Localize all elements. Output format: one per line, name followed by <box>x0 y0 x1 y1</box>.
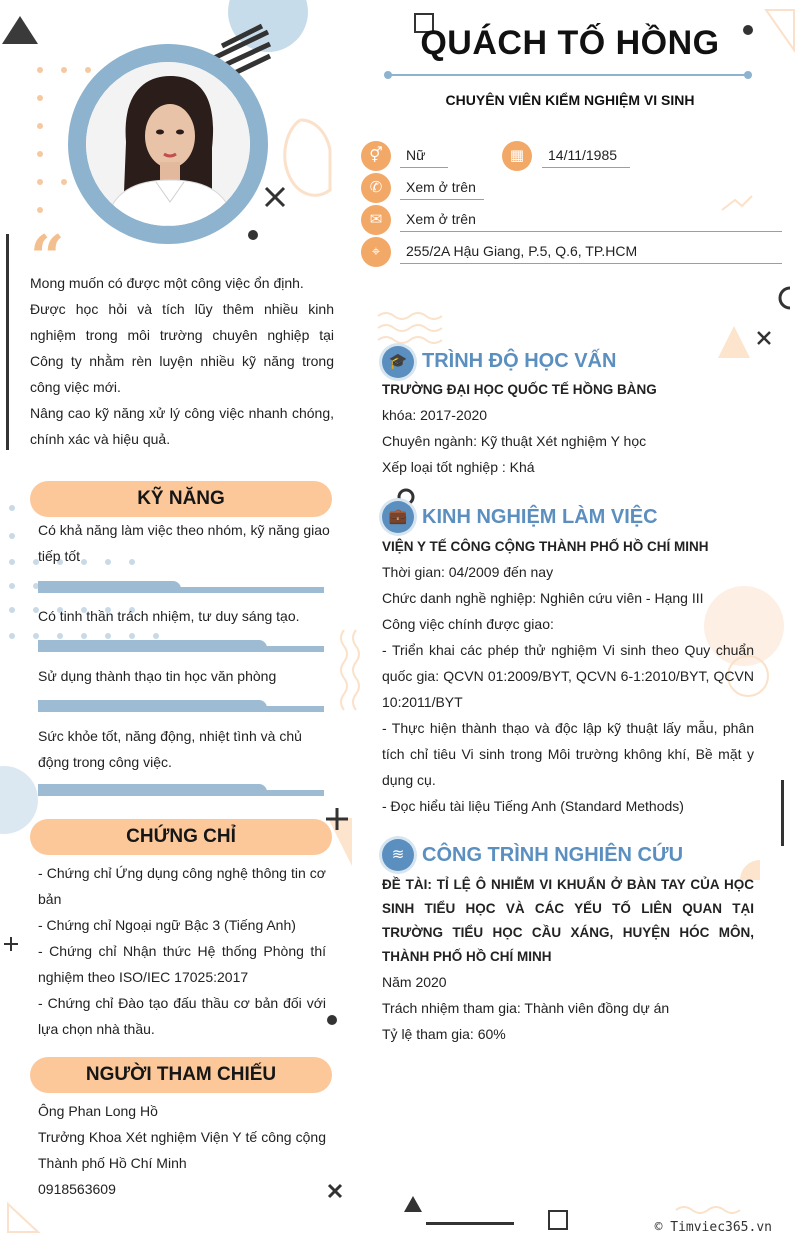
skill-item: Có tinh thần trách nhiệm, tư duy sáng tạo. <box>38 608 300 624</box>
skill-item: Sử dụng thành thạo tin học văn phòng <box>38 668 277 684</box>
location-icon: ⌖ <box>361 237 391 267</box>
skill-bar-fill <box>38 581 181 593</box>
skills-heading: KỸ NĂNG <box>30 481 332 517</box>
list-item: - Chứng chỉ Ứng dụng công nghệ thông tin cơ bản <box>38 865 326 907</box>
references-heading: NGƯỜI THAM CHIẾU <box>30 1057 332 1093</box>
research-section <box>382 873 754 1047</box>
research-topic: ĐỀ TÀI: TỈ LỆ Ô NHIỄM VI KHUẨN Ở BÀN TAY CỦA HỌC SINH TIỂU HỌC VÀ CÁC YẾU TỐ LIÊN QUAN TẠI TRƯỜNG TIỂU HỌC CẦU XÁNG, HUYỆN HÓC MÔN, THÀNH PHỐ HỒ CHÍ MINH <box>382 877 754 964</box>
calendar-icon: ▦ <box>502 141 532 171</box>
objective-line: Nâng cao kỹ năng xử lý công việc nhanh chóng, chính xác và hiệu quả. <box>30 405 334 447</box>
list-item: Ông Phan Long Hồ <box>38 1103 158 1119</box>
skill-bar <box>38 646 324 652</box>
phone-icon: ✆ <box>361 173 391 203</box>
graduation-cap-icon: 🎓 <box>382 346 414 378</box>
education-heading: TRÌNH ĐỘ HỌC VẤN <box>422 350 617 372</box>
name-divider <box>386 74 750 76</box>
certificates-list <box>38 860 326 1042</box>
address-field: 255/2A Hậu Giang, P.5, Q.6, TP.HCM <box>400 241 782 264</box>
skill-bar-fill <box>38 640 267 652</box>
skill-bar <box>38 706 324 712</box>
experience-line: - Thực hiện thành thạo và độc lập kỹ thuật lấy mẫu, phân tích chỉ tiêu Vi sinh trong Môi trường không khí, Bề mặt y dụng cụ. <box>382 720 754 788</box>
candidate-name: QUÁCH TỐ HỒNG <box>420 24 720 62</box>
experience-line: Chức danh nghề nghiệp: Nghiên cứu viên - Hạng III <box>382 590 704 606</box>
skill-bar <box>38 790 324 796</box>
list-item: 0918563609 <box>38 1181 116 1197</box>
skill-bar <box>38 587 324 593</box>
experience-line: Công việc chính được giao: <box>382 616 554 632</box>
quote-icon: “ <box>30 223 65 293</box>
research-line: Năm 2020 <box>382 974 447 990</box>
footer-credit: © Timviec365.vn <box>654 1220 772 1235</box>
list-item: - Chứng chỉ Nhận thức Hệ thống Phòng thí nghiệm theo ISO/IEC 17025:2017 <box>38 943 326 985</box>
grade: Xếp loại tốt nghiệp : Khá <box>382 459 535 475</box>
career-objective <box>30 270 334 452</box>
experience-line: - Triển khai các phép thử nghiệm Vi sinh theo Quy chuẩn quốc gia: QCVN 01:2009/BYT, QCVN 6-1:2010/BYT, QCVN 10:2011/BYT <box>382 642 754 710</box>
job-position: CHUYÊN VIÊN KIỂM NGHIỆM VI SINH <box>445 92 695 108</box>
list-item: - Chứng chỉ Đào tạo đấu thầu cơ bản đối với lựa chọn nhà thầu. <box>38 995 326 1037</box>
experience-section <box>382 535 754 819</box>
layers-icon: ≋ <box>382 839 414 871</box>
list-item: - Chứng chỉ Ngoại ngữ Bậc 3 (Tiếng Anh) <box>38 917 296 933</box>
birthdate-field: 14/11/1985 <box>542 145 630 168</box>
school-name: TRƯỜNG ĐẠI HỌC QUỐC TẾ HỒNG BÀNG <box>382 382 657 397</box>
mail-icon: ✉ <box>361 205 391 235</box>
experience-heading: KINH NGHIỆM LÀM VIỆC <box>422 506 658 528</box>
course-years: khóa: 2017-2020 <box>382 407 488 423</box>
phone-field: Xem ở trên <box>400 177 484 200</box>
skill-bar-fill <box>38 700 267 712</box>
briefcase-icon: 💼 <box>382 501 414 533</box>
experience-line: Thời gian: 04/2009 đến nay <box>382 564 554 580</box>
portrait-placeholder-icon <box>86 62 250 226</box>
education-section <box>382 378 754 480</box>
skill-item: Sức khỏe tốt, năng động, nhiệt tình và chủ động trong công việc. <box>38 728 302 770</box>
company-name: VIỆN Y TẾ CÔNG CỘNG THÀNH PHỐ HỒ CHÍ MINH <box>382 539 709 554</box>
research-heading: CÔNG TRÌNH NGHIÊN CỨU <box>422 844 684 866</box>
research-line: Trách nhiệm tham gia: Thành viên đồng dự án <box>382 1000 670 1016</box>
certificates-heading: CHỨNG CHỈ <box>30 819 332 855</box>
research-line: Tỷ lệ tham gia: 60% <box>382 1026 506 1042</box>
profile-photo-frame <box>68 44 268 244</box>
objective-line: Mong muốn có được một công việc ổn định. <box>30 275 304 291</box>
references-list <box>38 1098 326 1202</box>
major: Chuyên ngành: Kỹ thuật Xét nghiệm Y học <box>382 433 647 449</box>
experience-line: - Đọc hiểu tài liệu Tiếng Anh (Standard Methods) <box>382 798 684 814</box>
gender-field: Nữ <box>400 145 448 168</box>
gender-icon: ⚥ <box>361 141 391 171</box>
skill-bar-fill <box>38 784 267 796</box>
avatar <box>86 62 250 226</box>
objective-line: Được học hỏi và tích lũy thêm nhiều kinh nghiệm trong môi trường chuyên nghiệp tại Công ty nhằm rèn luyện nhiều kỹ năng trong công việc mới. <box>30 301 334 395</box>
skill-item: Có khả năng làm việc theo nhóm, kỹ năng giao tiếp tốt <box>38 522 330 564</box>
list-item: Trưởng Khoa Xét nghiệm Viện Y tế công cộng Thành phố Hồ Chí Minh <box>38 1129 326 1171</box>
email-field: Xem ở trên <box>400 209 782 232</box>
